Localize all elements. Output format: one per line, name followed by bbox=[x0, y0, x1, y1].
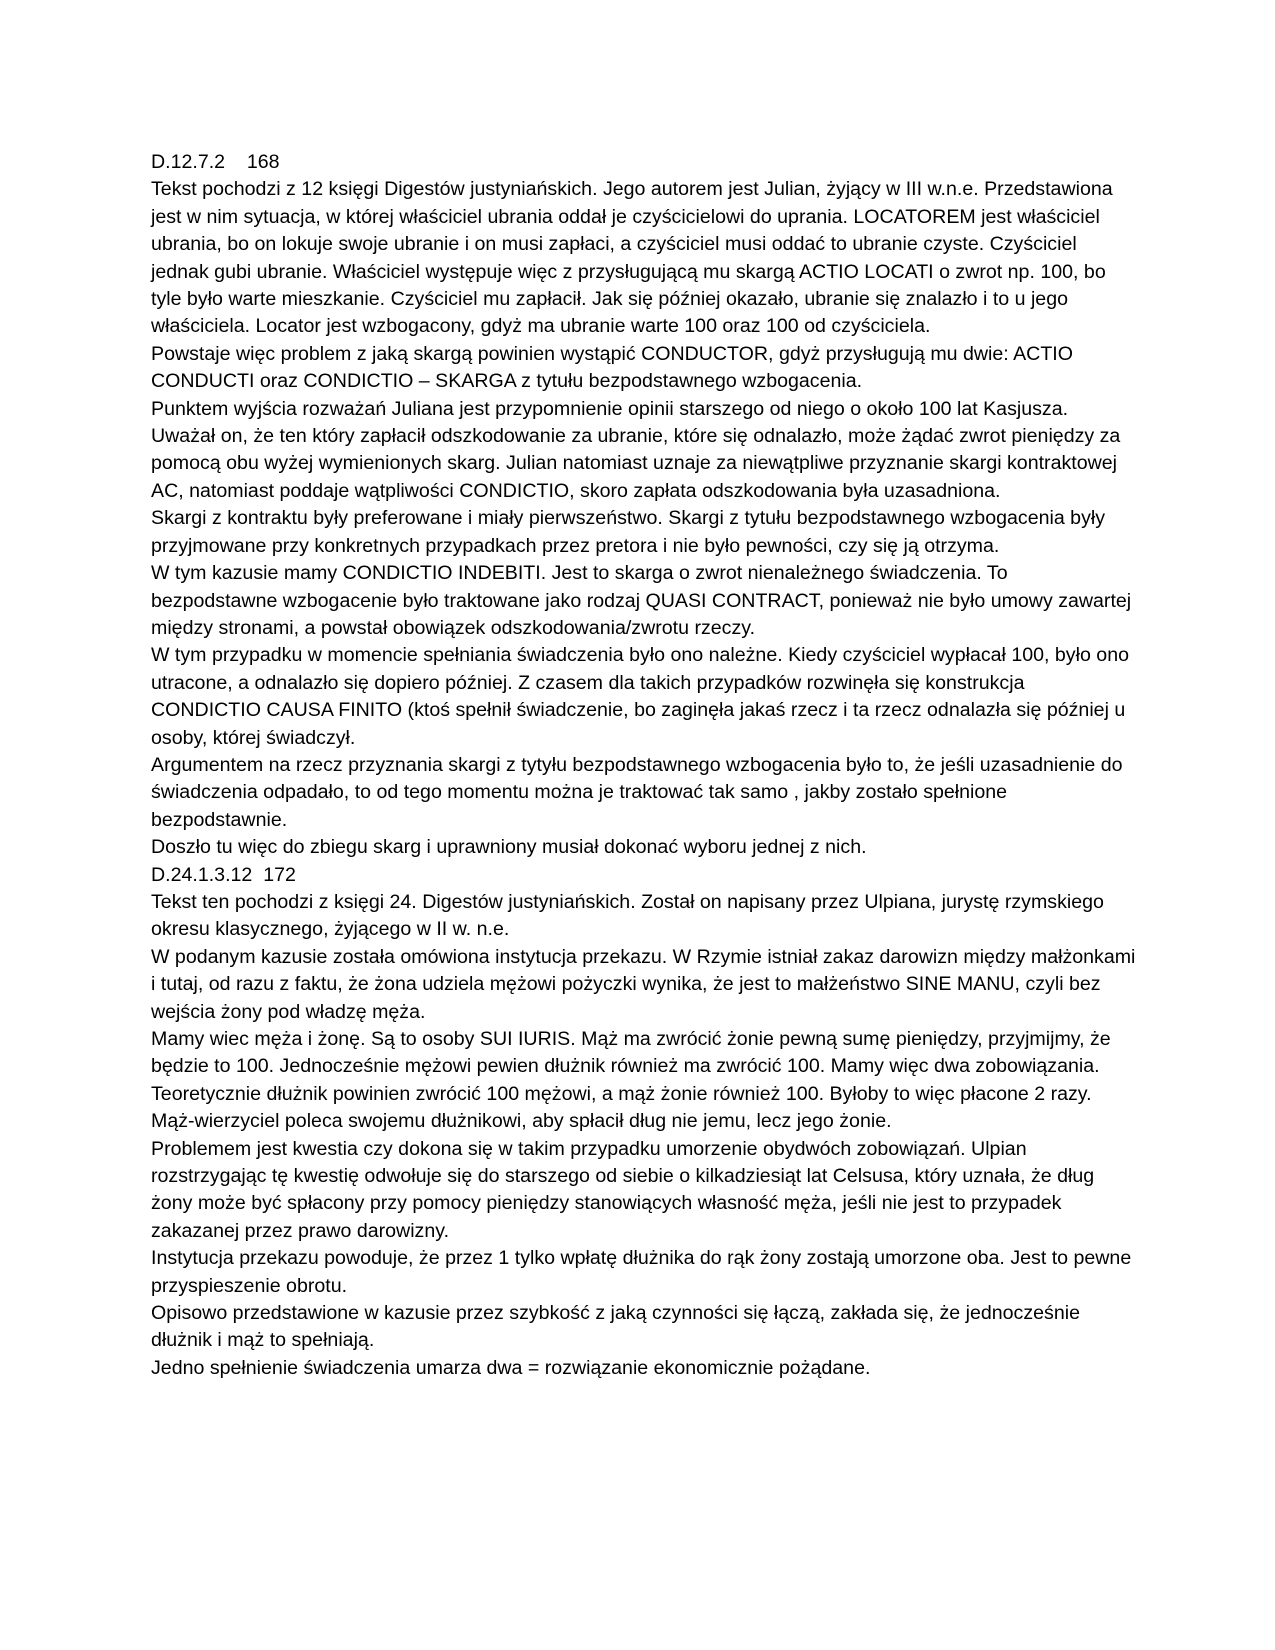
paragraph: Doszło tu więc do zbiegu skarg i uprawniony musiał dokonać wyboru jednej z nich. bbox=[151, 836, 867, 859]
paragraph: Skargi z kontraktu były preferowane i miały pierwszeństwo. Skargi z tytułu bezpodstawnego wzbogacenia były przyjmowane przy konkretnych przypadkach przez pretora i nie było pewności, czy się ją otrzyma. bbox=[151, 507, 1106, 557]
paragraph: Instytucja przekazu powoduje, że przez 1 tylko wpłatę dłużnika do rąk żony zostają umorzone oba. Jest to pewne przyspieszenie obrotu. bbox=[151, 1247, 1132, 1297]
paragraph: Tekst ten pochodzi z księgi 24. Digestów justyniańskich. Został on napisany przez Ulpiana, jurystę rzymskiego okresu klasycznego, żyjącego w II w. n.e. bbox=[151, 890, 1104, 941]
paragraph: W podanym kazusie została omówiona instytucja przekazu. W Rzymie istniał zakaz darowizn między małżonkami i tutaj, od razu z faktu, że żona udziela mężowi pożyczki wynika, że jest to małżeństwo SINE MANU, czyli bez wejścia żony pod władzę męża. bbox=[151, 945, 1136, 1023]
citation-heading-1: D.12.7.2 168 bbox=[151, 151, 280, 173]
paragraph: W tym przypadku w momencie spełniania świadczenia było ono należne. Kiedy czyściciel wypłacał 100, było ono utracone, a odnalazło się dopiero później. Z czasem dla takich przypadków rozwinęła się konstrukcja CONDICTIO CAUSA FINITO (ktoś spełnił świadczenie, bo zaginęła jakaś rzecz i ta rzecz odnalazła się później u osoby, której świadczył. bbox=[151, 644, 1129, 749]
paragraph: Tekst pochodzi z 12 księgi Digestów justyniańskich. Jego autorem jest Julian, żyjący w III w.n.e. Przedstawiona jest w nim sytuacja, w której właściciel ubrania oddał je czyścicielowi do uprania. LOCATOREM jest właściciel ubrania, bo on lokuje swoje ubranie i on musi zapłaci, a czyściciel musi oddać to ubranie czyste. Czyściciel jednak gubi ubranie. Właściciel występuje więc z przysługującą mu skargą ACTIO LOCATI o zwrot np. 100, bo tyle było warte mieszkanie. Czyściciel mu zapłacił. Jak się później okazało, ubranie się znalazło i to u jego właściciela. Locator jest wzbogacony, gdyż ma ubranie warte 100 oraz 100 od czyściciela. bbox=[151, 178, 1113, 338]
paragraph: Opisowo przedstawione w kazusie przez szybkość z jaką czynności się łączą, zakłada się, że jednocześnie dłużnik i mąż to spełniają. bbox=[151, 1302, 1080, 1352]
paragraph: Argumentem na rzecz przyznania skargi z tytyłu bezpodstawnego wzbogacenia było to, że jeśli uzasadnienie do świadczenia odpadało, to od tego momentu można je traktować tak samo , jakby zostało spełnione bezpodstawnie. bbox=[151, 753, 1123, 831]
paragraph: Jedno spełnienie świadczenia umarza dwa = rozwiązanie ekonomicznie pożądane. bbox=[151, 1356, 871, 1379]
paragraph: Problemem jest kwestia czy dokona się w takim przypadku umorzenie obydwóch zobowiązań. Ulpian rozstrzygając tę kwestię odwołuje się do starszego od siebie o kilkadziesiąt lat Celsusa, który uznała, że dług żony może być spłacony przy pomocy pieniędzy stanowiących własność męża, jeśli nie jest to przypadek zakazanej przez prawo darowizny. bbox=[151, 1137, 1095, 1242]
citation-heading-2: D.24.1.3.12 172 bbox=[151, 863, 296, 886]
paragraph: Mamy wiec męża i żonę. Są to osoby SUI IURIS. Mąż ma zwrócić żonie pewną sumę pieniędzy, przyjmijmy, że będzie to 100. Jednocześnie mężowi pewien dłużnik również ma zwrócić 100. Mamy więc dwa zobowiązania. Teoretycznie dłużnik powinien zwrócić 100 mężowi, a mąż żonie również 100. Byłoby to więc płacone 2 razy. bbox=[151, 1028, 1111, 1105]
paragraph: Punktem wyjścia rozważań Juliana jest przypomnienie opinii starszego od niego o około 100 lat Kasjusza. Uważał on, że ten który zapłacił odszkodowanie za ubranie, które się odnalazło, może żądać zwrot pieniędzy za pomocą obu wyżej wymienionych skarg. Julian natomiast uznaje za niewątpliwe przyznanie skargi kontraktowej AC, natomiast poddaje wątpliwości CONDICTIO, skoro zapłata odszkodowania była uzasadniona. bbox=[151, 397, 1121, 502]
paragraph: Powstaje więc problem z jaką skargą powinien wystąpić CONDUCTOR, gdyż przysługują mu dwie: ACTIO CONDUCTI oraz CONDICTIO – SKARGA z tytułu bezpodstawnego wzbogacenia. bbox=[151, 342, 1073, 393]
paragraph: Mąż-wierzyciel poleca swojemu dłużnikowi, aby spłacił dług nie jemu, lecz jego żonie. bbox=[151, 1110, 892, 1133]
paragraph: W tym kazusie mamy CONDICTIO INDEBITI. Jest to skarga o zwrot nienależnego świadczenia. To bezpodstawne wzbogacenie było traktowane jako rodzaj QUASI CONTRACT, ponieważ nie było umowy zawartej między stronami, a powstał obowiązek odszkodowania/zwrotu rzeczy. bbox=[151, 562, 1132, 639]
document-body bbox=[151, 149, 1136, 1382]
